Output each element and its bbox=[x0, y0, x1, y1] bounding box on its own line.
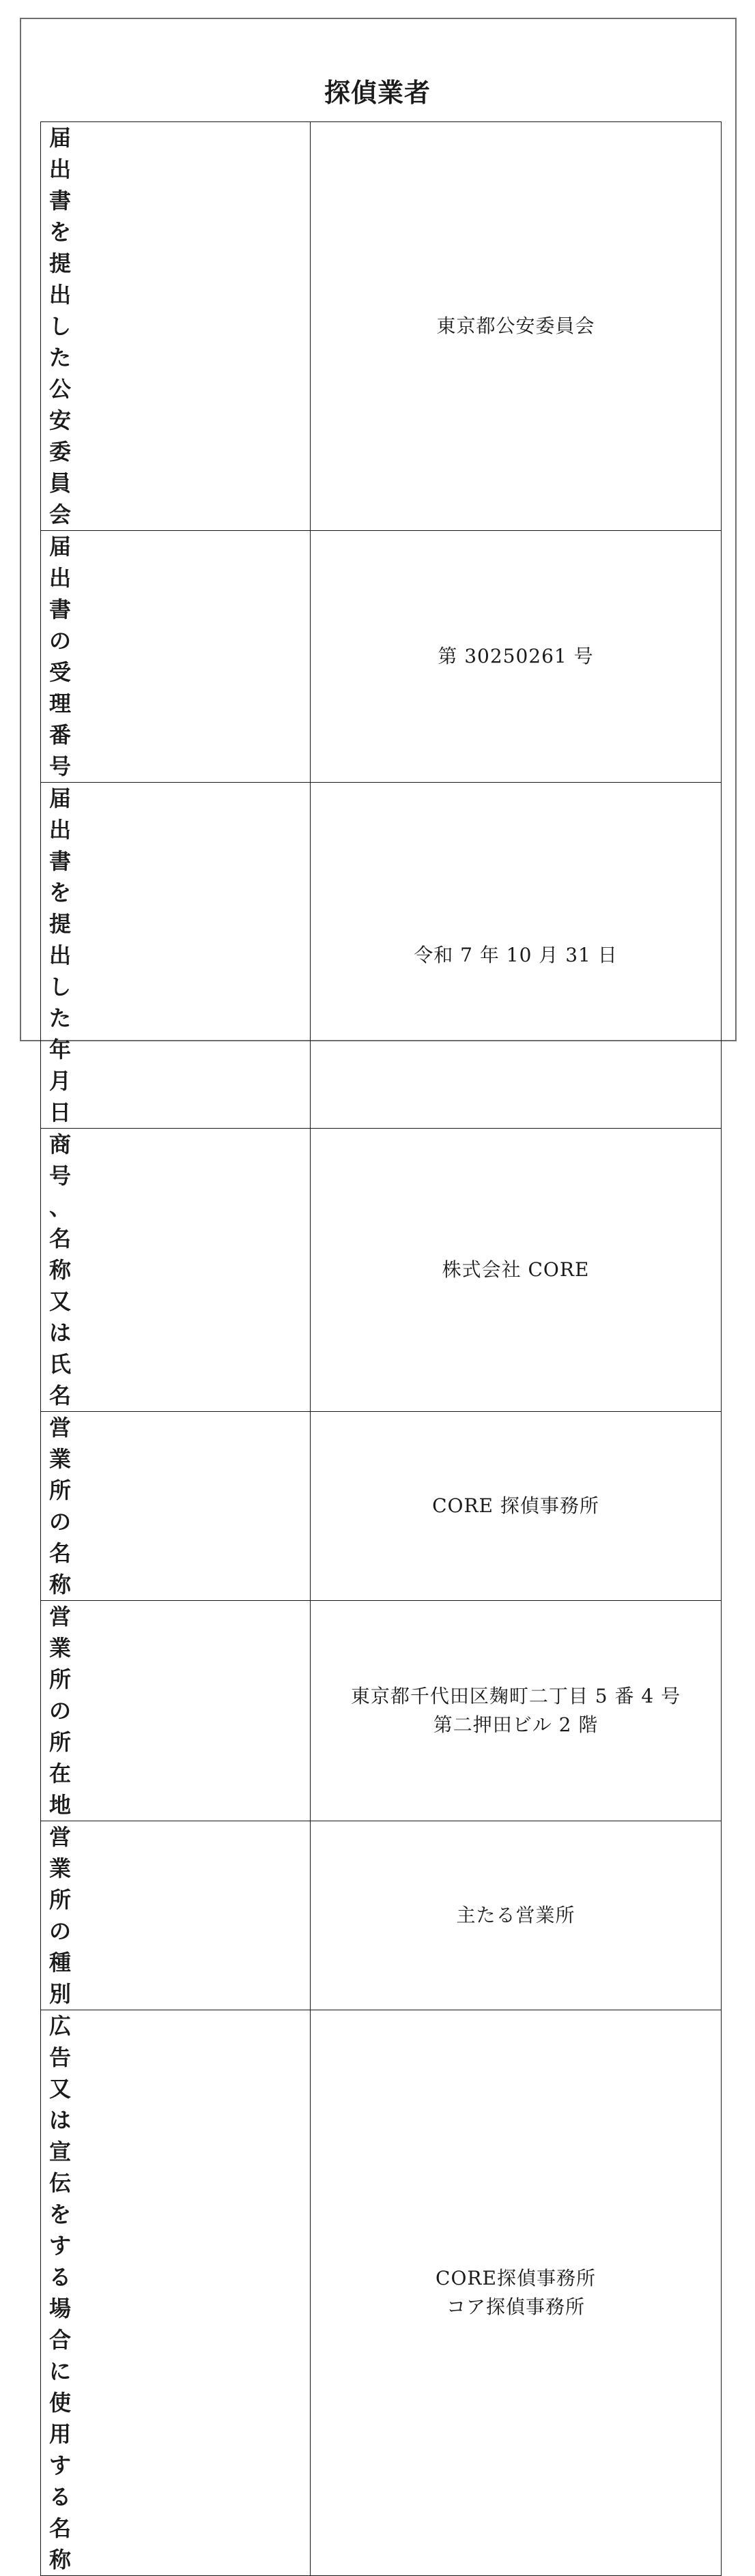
row-label-office-address bbox=[41, 1601, 311, 1821]
label-char: の bbox=[49, 1698, 72, 1724]
label-char: 名 bbox=[49, 1226, 72, 1251]
label-char: 日 bbox=[49, 1099, 72, 1125]
label-char: 月 bbox=[49, 1068, 72, 1094]
label-line bbox=[49, 1412, 302, 1600]
label-char: 届 bbox=[49, 125, 72, 151]
row-label-trade-name bbox=[41, 1129, 311, 1412]
table-row bbox=[41, 783, 722, 1129]
label-char: 提 bbox=[49, 911, 72, 937]
value-line: CORE 探偵事務所 bbox=[432, 1494, 599, 1517]
label-char: 提 bbox=[49, 250, 72, 276]
label-char: 、 bbox=[49, 1194, 72, 1220]
label-char: 称 bbox=[49, 1257, 72, 1283]
row-label-office-type bbox=[41, 1821, 311, 2010]
label-char: 種 bbox=[49, 1950, 72, 1976]
label-char: 出 bbox=[49, 282, 72, 308]
label-char: 公 bbox=[49, 376, 72, 402]
label-char: を bbox=[49, 2201, 72, 2227]
label-char: 書 bbox=[49, 848, 72, 874]
label-char: は bbox=[49, 1320, 72, 1346]
label-line bbox=[49, 1601, 302, 1821]
label-char: 年 bbox=[49, 1037, 72, 1062]
value-line: 東京都公安委員会 bbox=[436, 315, 595, 337]
label-char: 在 bbox=[49, 1761, 72, 1786]
label-char: 広 bbox=[49, 2013, 72, 2039]
label-char: 営 bbox=[49, 1824, 72, 1850]
label-char: の bbox=[49, 1509, 72, 1535]
document-title: 探偵業者 bbox=[324, 78, 431, 108]
label-line bbox=[49, 122, 302, 373]
row-label-office-name bbox=[41, 1412, 311, 1601]
label-char: の bbox=[49, 1918, 72, 1944]
row-value-office-name bbox=[311, 1412, 722, 1601]
label-line bbox=[49, 783, 302, 1128]
label-char: 所 bbox=[49, 1477, 72, 1503]
label-char: し bbox=[49, 313, 72, 339]
table-row bbox=[41, 531, 722, 783]
row-value-office-address bbox=[311, 1601, 722, 1821]
value-line: コア探偵事務所 bbox=[446, 2296, 585, 2318]
label-char: 場 bbox=[49, 2296, 72, 2321]
row-label-receipt-number bbox=[41, 531, 311, 783]
label-char: 又 bbox=[49, 2076, 72, 2102]
label-char: る bbox=[49, 2264, 72, 2290]
label-char: 称 bbox=[49, 1572, 72, 1597]
label-char: 使 bbox=[49, 2390, 72, 2416]
label-char: る bbox=[49, 2484, 72, 2510]
label-char: 委 bbox=[49, 439, 72, 465]
label-char: 用 bbox=[49, 2421, 72, 2447]
label-char: 名 bbox=[49, 2515, 72, 2541]
label-char: の bbox=[49, 628, 72, 654]
label-char: 所 bbox=[49, 1666, 72, 1692]
label-char: 出 bbox=[49, 817, 72, 843]
label-char: 理 bbox=[49, 691, 72, 717]
label-line bbox=[49, 531, 302, 782]
label-char: 氏 bbox=[49, 1351, 72, 1377]
label-char: 営 bbox=[49, 1415, 72, 1441]
label-char: 員 bbox=[49, 470, 72, 496]
label-char: 合 bbox=[49, 2327, 72, 2353]
table-row bbox=[41, 1601, 722, 1821]
label-char: 告 bbox=[49, 2044, 72, 2070]
row-label-advertising-name bbox=[41, 2010, 311, 2576]
label-char: す bbox=[49, 2452, 72, 2478]
label-char: 宣 bbox=[49, 2139, 72, 2165]
row-label-commission bbox=[41, 122, 311, 531]
label-char: 出 bbox=[49, 942, 72, 968]
label-char: 称 bbox=[49, 2547, 72, 2573]
label-char: 商 bbox=[49, 1131, 72, 1157]
label-line bbox=[49, 2293, 302, 2575]
label-char: し bbox=[49, 974, 72, 1000]
label-char: 号 bbox=[49, 1163, 72, 1189]
label-line bbox=[49, 2010, 302, 2293]
label-char: 別 bbox=[49, 1981, 72, 2007]
value-line: CORE探偵事務所 bbox=[436, 2267, 596, 2289]
label-line bbox=[49, 373, 302, 530]
label-char: 出 bbox=[49, 156, 72, 182]
row-value-office-type bbox=[311, 1821, 722, 2010]
value-line: 株式会社 CORE bbox=[442, 1258, 590, 1281]
label-char: 伝 bbox=[49, 2170, 72, 2196]
label-char: 名 bbox=[49, 1383, 72, 1408]
label-char: 号 bbox=[49, 753, 72, 779]
table-row bbox=[41, 2010, 722, 2576]
label-char: 番 bbox=[49, 722, 72, 748]
table-row bbox=[41, 1129, 722, 1412]
label-line bbox=[49, 1821, 302, 2010]
row-value-commission bbox=[311, 122, 722, 531]
row-value-advertising-name bbox=[311, 2010, 722, 2576]
label-char: 安 bbox=[49, 407, 72, 433]
label-char: は bbox=[49, 2107, 72, 2133]
label-char: を bbox=[49, 219, 72, 245]
label-char: 業 bbox=[49, 1635, 72, 1661]
table-row bbox=[41, 1821, 722, 2010]
value-line: 東京都千代田区麹町二丁目 5 番 4 号 bbox=[350, 1685, 681, 1707]
label-char: 所 bbox=[49, 1729, 72, 1755]
label-char: た bbox=[49, 345, 72, 371]
label-char: 業 bbox=[49, 1855, 72, 1881]
label-line bbox=[49, 1129, 302, 1411]
table-row bbox=[41, 1412, 722, 1601]
registration-table bbox=[40, 121, 722, 2576]
label-char: 書 bbox=[49, 188, 72, 214]
value-line: 第 30250261 号 bbox=[438, 645, 594, 667]
row-value-submission-date bbox=[311, 783, 722, 1129]
label-char: 出 bbox=[49, 565, 72, 591]
label-char: 名 bbox=[49, 1540, 72, 1566]
label-char: 書 bbox=[49, 596, 72, 622]
label-char: 届 bbox=[49, 785, 72, 811]
label-char: 地 bbox=[49, 1792, 72, 1818]
row-value-trade-name bbox=[311, 1129, 722, 1412]
label-char: 業 bbox=[49, 1446, 72, 1472]
label-char: 届 bbox=[49, 534, 72, 560]
row-label-submission-date bbox=[41, 783, 311, 1129]
label-char: を bbox=[49, 880, 72, 906]
value-line: 第二押田ビル 2 階 bbox=[433, 1713, 599, 1736]
label-char: 所 bbox=[49, 1887, 72, 1913]
label-char: 会 bbox=[49, 502, 72, 527]
label-char: 営 bbox=[49, 1604, 72, 1630]
row-value-receipt-number bbox=[311, 531, 722, 783]
label-char: す bbox=[49, 2233, 72, 2259]
value-line: 主たる営業所 bbox=[456, 1904, 575, 1926]
label-char: に bbox=[49, 2358, 72, 2384]
label-char: 受 bbox=[49, 659, 72, 685]
value-line: 令和 7 年 10 月 31 日 bbox=[414, 944, 618, 966]
label-char: 又 bbox=[49, 1288, 72, 1314]
table-row bbox=[41, 122, 722, 531]
label-char: た bbox=[49, 1005, 72, 1031]
